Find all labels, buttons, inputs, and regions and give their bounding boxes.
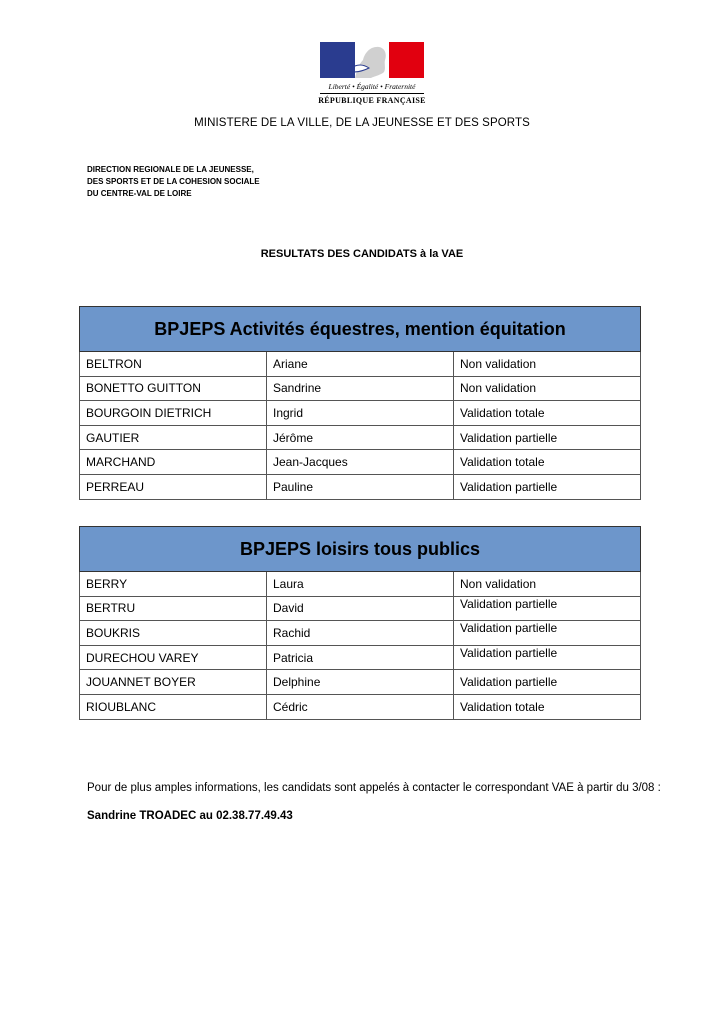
republique-francaise-logo bbox=[318, 42, 426, 105]
marianne-flag-icon bbox=[320, 42, 424, 78]
results-table-loisirs bbox=[79, 526, 641, 720]
candidate-lastname: MARCHAND bbox=[80, 450, 267, 475]
logo-divider bbox=[320, 93, 424, 94]
candidate-result: Validation partielle bbox=[454, 645, 641, 670]
results-table-equitation bbox=[79, 306, 641, 500]
results-title: RESULTATS DES CANDIDATS à la VAE bbox=[260, 248, 464, 260]
info-text: Pour de plus amples informations, les candidats sont appelés à contacter le correspondant VAE à partir du 3/08 : bbox=[87, 782, 661, 794]
candidate-result: Validation totale bbox=[454, 401, 641, 426]
contact-text: Sandrine TROADEC au 02.38.77.49.43 bbox=[87, 810, 293, 822]
candidate-firstname: Patricia bbox=[267, 645, 454, 670]
table-row bbox=[80, 376, 641, 401]
table-title: BPJEPS loisirs tous publics bbox=[80, 527, 641, 572]
candidate-result: Validation partielle bbox=[454, 596, 641, 621]
candidate-firstname: Sandrine bbox=[267, 376, 454, 401]
table-row bbox=[80, 352, 641, 377]
candidate-lastname: DURECHOU VAREY bbox=[80, 645, 267, 670]
candidate-firstname: Pauline bbox=[267, 474, 454, 499]
candidate-lastname: BOURGOIN DIETRICH bbox=[80, 401, 267, 426]
table-row bbox=[80, 621, 641, 646]
candidate-firstname: Jérôme bbox=[267, 425, 454, 450]
candidate-result: Validation totale bbox=[454, 450, 641, 475]
direction-line-2: DES SPORTS ET DE LA COHESION SOCIALE bbox=[87, 177, 260, 186]
table-row bbox=[80, 645, 641, 670]
candidate-result: Non validation bbox=[454, 376, 641, 401]
candidate-result: Non validation bbox=[454, 572, 641, 597]
candidate-lastname: JOUANNET BOYER bbox=[80, 670, 267, 695]
candidate-result: Validation partielle bbox=[454, 670, 641, 695]
candidate-firstname: Cédric bbox=[267, 694, 454, 719]
table-row bbox=[80, 572, 641, 597]
direction-line-3: DU CENTRE-VAL DE LOIRE bbox=[87, 189, 192, 198]
candidate-firstname: Ariane bbox=[267, 352, 454, 377]
candidate-lastname: RIOUBLANC bbox=[80, 694, 267, 719]
table-row bbox=[80, 694, 641, 719]
direction-block bbox=[87, 164, 260, 200]
candidate-lastname: BELTRON bbox=[80, 352, 267, 377]
candidate-firstname: David bbox=[267, 596, 454, 621]
table-title: BPJEPS Activités équestres, mention équitation bbox=[80, 307, 641, 352]
candidate-lastname: BERRY bbox=[80, 572, 267, 597]
table-row bbox=[80, 596, 641, 621]
candidate-result: Validation partielle bbox=[454, 621, 641, 646]
candidate-firstname: Jean-Jacques bbox=[267, 450, 454, 475]
candidate-result: Non validation bbox=[454, 352, 641, 377]
candidate-firstname: Laura bbox=[267, 572, 454, 597]
table-row bbox=[80, 425, 641, 450]
candidate-lastname: PERREAU bbox=[80, 474, 267, 499]
candidate-lastname: BONETTO GUITTON bbox=[80, 376, 267, 401]
candidate-firstname: Rachid bbox=[267, 621, 454, 646]
candidate-firstname: Delphine bbox=[267, 670, 454, 695]
table-row bbox=[80, 450, 641, 475]
candidate-firstname: Ingrid bbox=[267, 401, 454, 426]
candidate-result: Validation partielle bbox=[454, 474, 641, 499]
candidate-result: Validation totale bbox=[454, 694, 641, 719]
candidate-lastname: GAUTIER bbox=[80, 425, 267, 450]
candidate-lastname: BERTRU bbox=[80, 596, 267, 621]
candidate-lastname: BOUKRIS bbox=[80, 621, 267, 646]
candidate-result: Validation partielle bbox=[454, 425, 641, 450]
republique-francaise-label: RÉPUBLIQUE FRANÇAISE bbox=[318, 96, 426, 105]
ministry-title: MINISTERE DE LA VILLE, DE LA JEUNESSE ET DES SPORTS bbox=[194, 117, 530, 129]
table-row bbox=[80, 401, 641, 426]
motto: Liberté • Égalité • Fraternité bbox=[328, 82, 416, 91]
direction-line-1: DIRECTION REGIONALE DE LA JEUNESSE, bbox=[87, 165, 254, 174]
table-row bbox=[80, 474, 641, 499]
table-row bbox=[80, 670, 641, 695]
